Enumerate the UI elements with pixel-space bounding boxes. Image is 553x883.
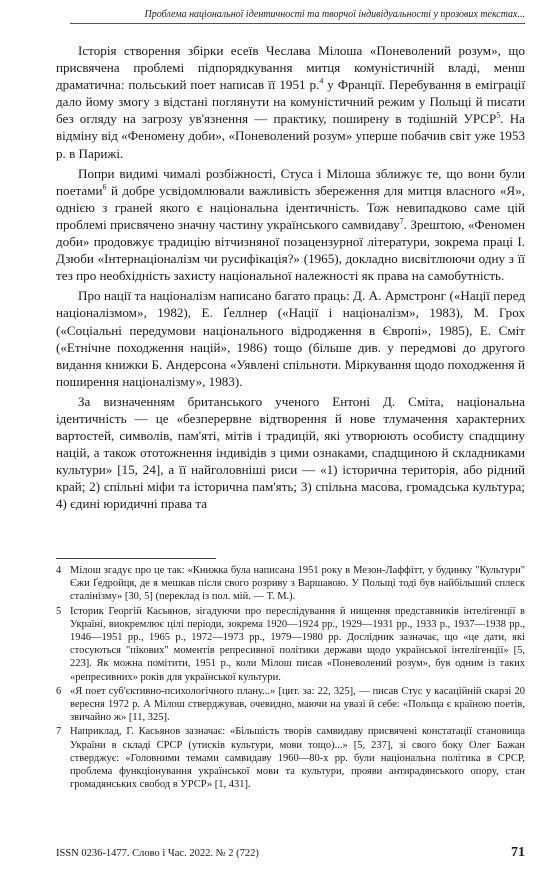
paragraph-3: Про нації та націоналізм написано багато праць: Д. А. Армстронг («Нації перед націоналізмом», 1982), Е. Ґеллнер («Нації і націоналізм», 1983), М. Грох («Соціальні передумови національного відродження в Європі», 1985), Е. Сміт («Етнічне походження націй», 1986) тощо (більше див. у передмові до другого видання книжки Б. Андерсона «Уявлені спільноти. Міркування щодо походження й поширення націоналізму», 1983). xyxy=(56,288,525,389)
running-header: Проблема національної ідентичності та творчої індивідуальності у прозових текстах... xyxy=(70,8,525,24)
footnote-ref-5[interactable]: 5 xyxy=(496,111,501,121)
footnote-number: 7 xyxy=(56,726,62,738)
page-number: 71 xyxy=(511,845,525,860)
footnote-5 xyxy=(56,605,525,684)
footnote-text: Наприклад, Г. Касьянов зазначає: «Більшість творів самвидаву присвячені констатації становища України в складі СРСР (утисків культури, мови тощо)...» [5, 237], зі свого боку Олег Бажан стверджує: «Головними темами самвидаву 1960—80-х рр. були національна політика в СРСР, проблема функціонування української мови та культури, прояви антирадянського опору, стан громадянських свобод в УРСР» [1, 431]. xyxy=(70,726,525,791)
footnote-number: 6 xyxy=(56,685,62,697)
page-footer xyxy=(56,845,525,861)
footnote-number: 4 xyxy=(56,565,62,576)
footnote-7 xyxy=(56,725,525,791)
paragraph-4: За визначенням британського ученого Ентоні Д. Сміта, національна ідентичність — це «безперервне відтворення й нове тлумачення характерних вартостей, символів, пам'яті, мітів і традицій, які утворюють особисту спадщину націй, а також ототожнення індивідів з цими ознаками, спадщиною й складниками культури» [15, 24], а її найголовніші риси — «1) історична територія, або рідний край; 2) спільні міфи та історична пам'ять; 3) спільна масова, громадська культура; 4) єдині юридичні права та xyxy=(56,393,525,512)
journal-issn: ISSN 0236-1477. Слово і Час. 2022. № 2 (722) xyxy=(56,848,259,859)
footnote-ref-6[interactable]: 6 xyxy=(102,182,107,192)
footnote-text: Історик Георгій Касьянов, зігадуючи про переслідування й нищення представників інтелігенції в Україні, виокремлює цілі періоди, зокрема 1920—1924 рр., 1929—1931 рр., 1933 р., 1937—1938 рр., 1946—1951 рр., 1965 р., 1972—1973 рр., 1979—1980 рр. Дослідник зазначає, що «це дати, які стосуються "пікових" моментів репресивної політики держави щодо української інтелігенції» [5, 223]. Як можна помітити, 1951 р., коли Мілош писав «Поневолений розум», був одним із таких «репресивних» років для української культури. xyxy=(70,605,525,683)
footnote-divider xyxy=(56,558,216,559)
body-text xyxy=(56,42,525,516)
footnote-6 xyxy=(56,685,525,725)
paragraph-2: Попри видимі чималі розбіжності, Стуса і Мілоша зближує те, що вони були поетами$^6$ й добре усвідомлювали важливість збереження для митця власного «Я», однією з граней якого є національна ідентичність. Тож невипадково саме цій проблемі присвячено значну частину українського самвидаву$^7$. Зрештою, «Феномен доби» продовжує традицію вітчизняної позацензурної літератури, зокрема праці І. Дзюби «Інтернаціоналізм чи русифікація?» (1965), докладно висвітлюючи одну з її тез про необхідність захисту національної належності як права на самобутність. xyxy=(56,165,525,284)
footnote-ref-7[interactable]: 7 xyxy=(399,216,404,226)
footnotes xyxy=(56,564,525,792)
footnote-text: «Я поет суб'єктивно-психологічного плану...» [цит. за: 22, 325], — писав Стус у касаційній скарзі 20 вересня 1972 р. А Мілош стверджував, очевидно, маючи на увазі й себе: «Польща є країною поетів, звичайно ж» [11, 325]. xyxy=(70,685,525,724)
footnote-number: 5 xyxy=(56,605,62,617)
footnote-ref-4[interactable]: 4 xyxy=(319,76,324,86)
footnote-text: Мілош згадує про це так: «Книжка була написана 1951 року в Мезон-Лаффітт, у будинку "Культури" Єжи Ґедройця, де я мешкав після свого розриву з Варшавою. У Польщі тоді був найбільший сплеск сталінізму» [30, 5] (переклад із пол. мій. — Т. М.). xyxy=(70,565,525,603)
footnote-4 xyxy=(56,564,525,604)
paragraph-1: Історія створення збірки есеїв Чеслава Мілоша «Поневолений розум», що присвячена проблемі підпорядкування митця комуністичній владі, менш драматична: польський поет написав її 1951 р.$^4$ у Франції. Перебування в еміграції дало йому змогу з відстані поглянути на комуністичний режим у Польщі й писати без огляду на загрозу ув'язнення — практику, поширену в тодішній УРСР$^5$. На відміну від «Феномену доби», «Поневолений розум» уперше побачив світ уже 1953 р. в Парижі. xyxy=(56,43,525,161)
